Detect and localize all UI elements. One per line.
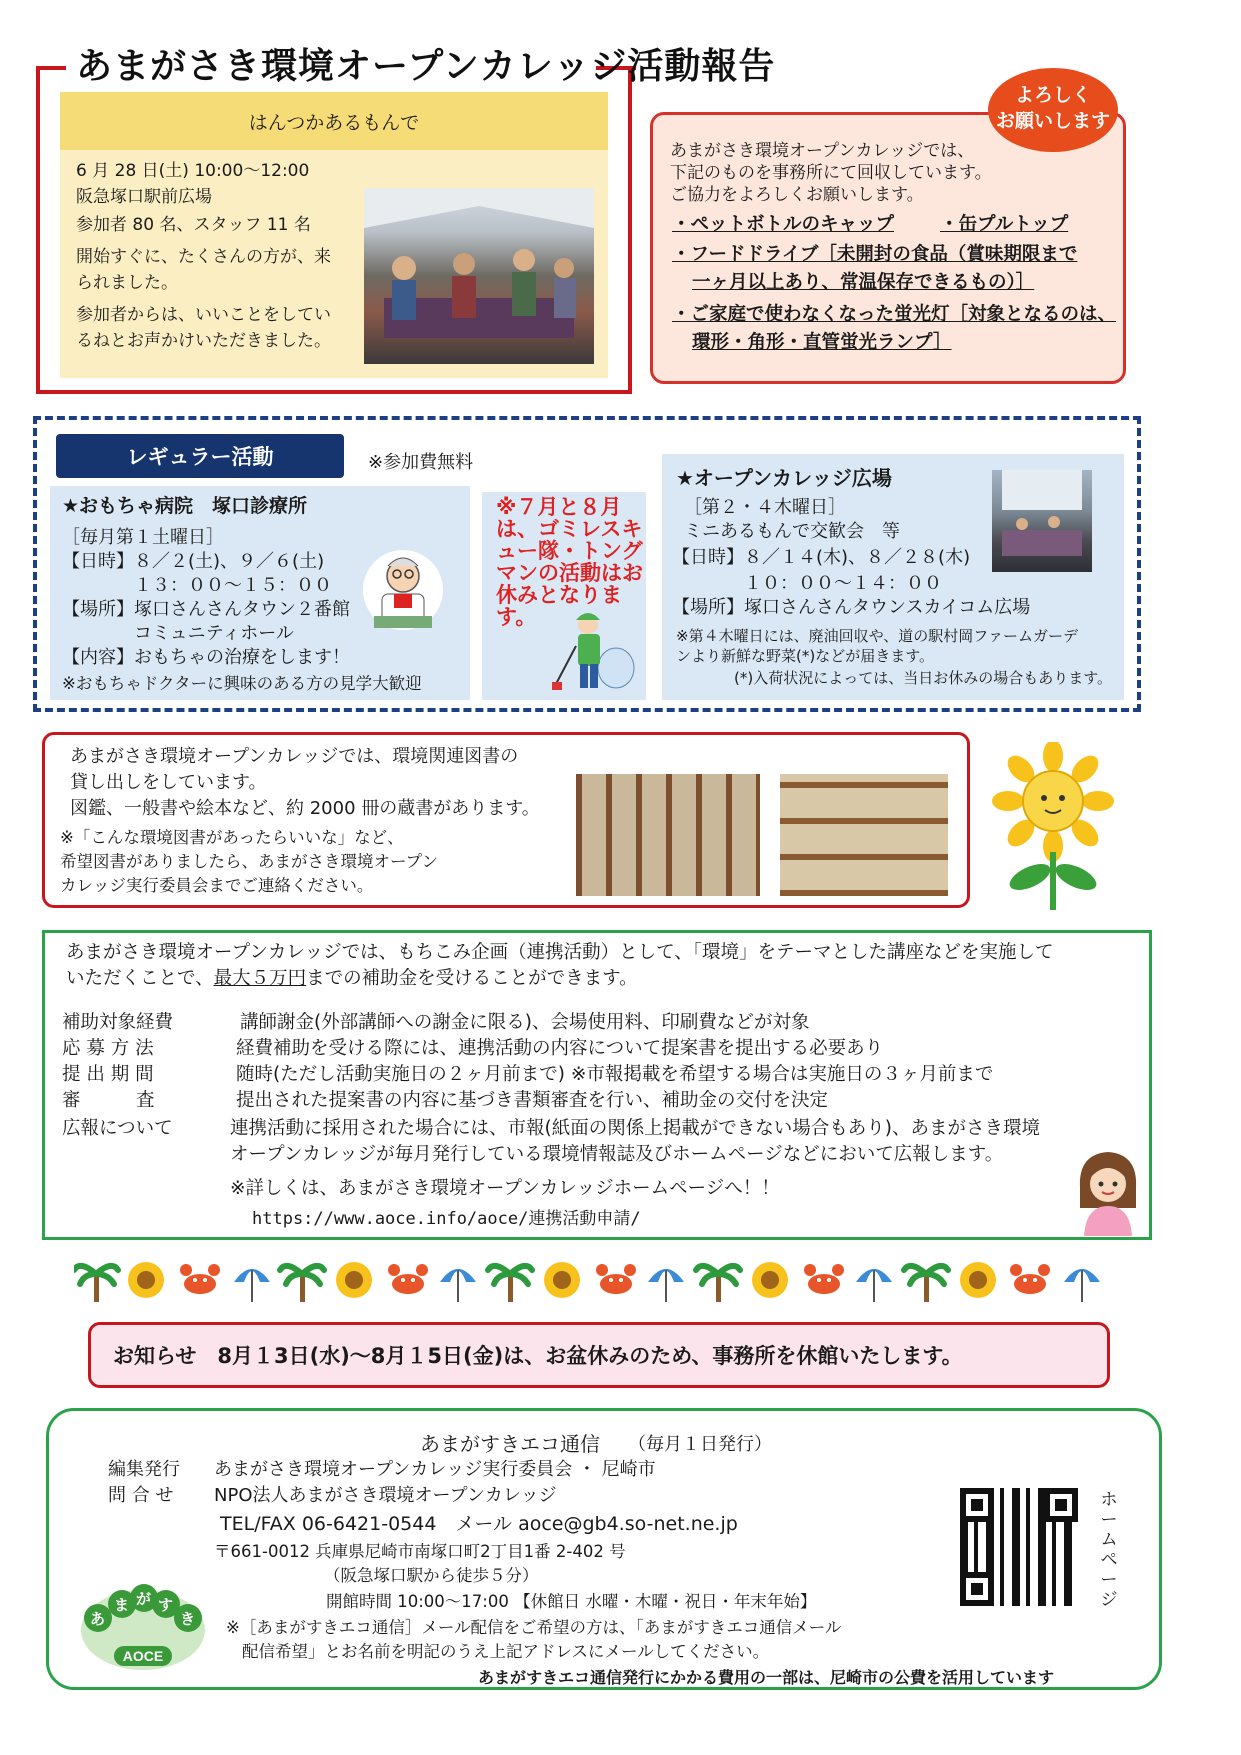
tel-email: TEL/FAX 06-6421-0544 メール aoce@gb4.so-net.ne.jp	[220, 1513, 738, 1535]
subsidy-intro: あまがさき環境オープンカレッジでは、もちこみ企画（連携活動）として、「環境」をテーマとした講座などを実施して	[66, 942, 1054, 963]
logo-char: あ	[90, 1610, 106, 1628]
regular-activity-label: レギュラー活動	[56, 434, 344, 478]
plaza-note: ンより新鮮な野菜(*)などが届きます。	[676, 647, 935, 665]
access: （阪急塚口駅から徒歩５分）	[324, 1566, 539, 1585]
event-place: 阪急塚口駅前広場	[76, 187, 212, 207]
contact-key: 問 合 せ	[108, 1485, 174, 1506]
toy-hospital-line: 【日時】８／２(土)、９／６(土)	[62, 551, 325, 572]
subsidy-key: 提 出 期 間	[62, 1064, 154, 1085]
collection-item-pulltops: ・缶プルトップ	[940, 214, 1069, 235]
subsidy-key: 補助対象経費	[62, 1012, 174, 1033]
subsidy-value: 随時(ただし活動実施日の２ヶ月前まで) ※市報掲載を希望する場合は実施日の３ヶ月前まで	[236, 1064, 994, 1085]
toy-hospital-title: ★おもちゃ病院 塚口診療所	[62, 495, 308, 517]
plaza-line: １０：００～１４：００	[672, 573, 942, 594]
collection-item-caps: ・ペットボトルのキャップ	[672, 214, 895, 235]
toy-hospital-line: 【内容】おもちゃの治療をします！	[62, 647, 350, 668]
mail-instructions: 配信希望」とお名前を明記のうえ上記アドレスにメールしてください。	[242, 1642, 770, 1661]
free-note: ※参加費無料	[368, 452, 474, 473]
event-name: はんつかあるもんで	[60, 92, 608, 150]
event-comment: られました。	[76, 273, 178, 293]
toy-hospital-line: ［毎月第１土曜日］	[62, 527, 224, 548]
library-note: カレッジ実行委員会までご連絡ください。	[60, 876, 374, 895]
library-text: 貸し出しをしています。	[70, 772, 267, 793]
event-photo	[364, 188, 594, 364]
yoroshiku-badge	[988, 68, 1118, 152]
collection-intro: あまがさき環境オープンカレッジでは、	[670, 141, 975, 161]
homepage-label: ホームページ	[1100, 1490, 1118, 1610]
summer-icon-strip	[74, 1256, 1124, 1304]
subsidy-url[interactable]: https://www.aoce.info/aoce/連携活動申請/	[252, 1209, 641, 1229]
subsidy-intro-part: いただくことで、	[66, 968, 214, 989]
subsidy-value: 経費補助を受ける際には、連携活動の内容について提案書を提出する必要あり	[236, 1038, 884, 1059]
collection-item-food-detail: 一ヶ月以上あり、常温保存できるもの）］	[692, 272, 1035, 293]
qr-finder	[1044, 1488, 1078, 1522]
plaza-line: ミニあるもんで交歓会 等	[684, 521, 900, 542]
sunflower-illustration	[990, 742, 1116, 912]
subsidy-key: 応 募 方 法	[62, 1038, 154, 1059]
qr-finder	[960, 1488, 994, 1522]
plaza-line: 【場所】塚口さんさんタウンスカイコム広場	[672, 597, 1031, 618]
newsletter-frequency: （毎月１日発行）	[628, 1434, 772, 1455]
event-comment: るねとお声かけいただきました。	[76, 331, 331, 351]
toy-hospital-note: ※おもちゃドクターに興味のある方の見学大歓迎	[62, 674, 422, 693]
collection-item-lamps: ・ご家庭で使わなくなった蛍光灯［対象となるのは、	[672, 304, 1117, 325]
funding-note: あまがすきエコ通信発行にかかる費用の一部は、尼崎市の公費を活用しています	[478, 1668, 1055, 1687]
library-text: 図鑑、一般書や絵本など、約 2000 冊の蔵書があります。	[70, 798, 540, 819]
event-date: 6 月 28 日(土) 10:00～12:00	[76, 161, 310, 181]
frame-line	[36, 66, 66, 70]
address: 〒661-0012 兵庫県尼崎市南塚口町2丁目1番 2-402 号	[214, 1542, 626, 1561]
editor-key: 編集発行	[108, 1459, 180, 1480]
plaza-title: ★オープンカレッジ広場	[676, 466, 892, 490]
library-note: 希望図書がありましたら、あまがさき環境オープン	[60, 852, 439, 871]
plaza-note: (*)入荷状況によっては、当日お休みの場合もあります。	[734, 669, 1113, 687]
qr-code[interactable]	[960, 1488, 1078, 1606]
subsidy-value: 提出された提案書の内容に基づき書類審査を行い、補助金の交付を決定	[236, 1090, 829, 1111]
pause-notice: ※７月と８月は、ゴミレスキュー隊・トングマンの活動はお休みとなります。	[496, 495, 643, 629]
subsidy-intro	[66, 966, 638, 991]
toy-hospital-line: 【場所】塚口さんさんタウン２番館	[62, 599, 350, 620]
plaza-note: ※第４木曜日には、廃油回収や、道の駅村岡ファームガーデ	[676, 627, 1078, 645]
subsidy-more-info: ※詳しくは、あまがさき環境オープンカレッジホームページへ！！	[230, 1178, 780, 1199]
logo-char: が	[136, 1590, 152, 1608]
newsletter-title: あまがすきエコ通信	[420, 1432, 600, 1456]
mail-instructions: ※［あまがすきエコ通信］メール配信をご希望の方は、「あまがすきエコ通信メール	[226, 1618, 842, 1637]
qr-finder	[960, 1572, 994, 1606]
library-photo	[780, 774, 948, 896]
plaza-line: 【日時】８／１４(木)、８／２８(木)	[672, 547, 971, 568]
subsidy-key: 広報について	[62, 1118, 173, 1139]
subsidy-key: 審 査	[62, 1090, 155, 1111]
library-note: ※「こんな環境図書があったらいいな」など、	[60, 828, 404, 847]
subsidy-value: 講師謝金(外部講師への謝金に限る)、会場使用料、印刷費などが対象	[240, 1012, 810, 1033]
badge-line: よろしく	[1014, 84, 1091, 106]
toy-hospital-line: コミュニティホール	[62, 623, 294, 644]
subsidy-value: オープンカレッジが毎月発行している環境情報誌及びホームページなどにおいて広報します。	[230, 1144, 1004, 1165]
library-text: あまがさき環境オープンカレッジでは、環境関連図書の	[70, 746, 519, 767]
plaza-photo	[992, 470, 1092, 572]
aoce-logo	[78, 1574, 208, 1674]
event-comment: 参加者からは、いいことをしてい	[76, 305, 331, 325]
page-title: あまがさき環境オープンカレッジ活動報告	[76, 46, 776, 87]
collection-intro: 下記のものを事務所にて回収しています。	[670, 163, 992, 183]
collection-intro: ご協力をよろしくお願いします。	[670, 185, 924, 205]
logo-text: AOCE	[122, 1648, 164, 1664]
closure-notice: お知らせ 8月１3日(水)～8月１5日(金)は、お盆休みのため、事務所を休館いたします。	[88, 1322, 1110, 1388]
subsidy-intro-part: までの補助金を受けることができます。	[306, 968, 638, 989]
opening-hours: 開館時間 10:00～17:00 【休館日 水曜・木曜・祝日・年末年始】	[326, 1592, 817, 1611]
badge-line: お願いします	[995, 110, 1110, 132]
plaza-line: ［第２・４木曜日］	[684, 497, 846, 518]
logo-char: ま	[114, 1596, 130, 1614]
logo-char: す	[158, 1596, 174, 1614]
tongman-illustration	[546, 606, 642, 698]
subsidy-max-amount: 最大５万円	[213, 968, 307, 989]
event-comment: 開始すぐに、たくさんの方が、来	[76, 247, 331, 267]
subsidy-value: 連携活動に採用された場合には、市報(紙面の関係上掲載ができない場合もあり)、あまがさき環境	[230, 1118, 1040, 1139]
editor-value: あまがさき環境オープンカレッジ実行委員会 ・ 尼崎市	[214, 1459, 656, 1480]
toy-hospital-line: １３：００～１５：００	[62, 575, 332, 596]
girl-illustration	[1074, 1148, 1142, 1236]
library-photo	[576, 774, 760, 896]
contact-value: NPO法人あまがさき環境オープンカレッジ	[214, 1485, 557, 1506]
collection-item-lamps-detail: 環形・角形・直管蛍光ランプ］	[692, 332, 952, 353]
collection-item-food: ・フードドライブ［未開封の食品（賞味期限まで	[672, 244, 1078, 265]
doctor-illustration	[360, 546, 446, 640]
logo-char: き	[180, 1610, 196, 1628]
event-participants: 参加者 80 名、スタッフ 11 名	[76, 215, 311, 235]
